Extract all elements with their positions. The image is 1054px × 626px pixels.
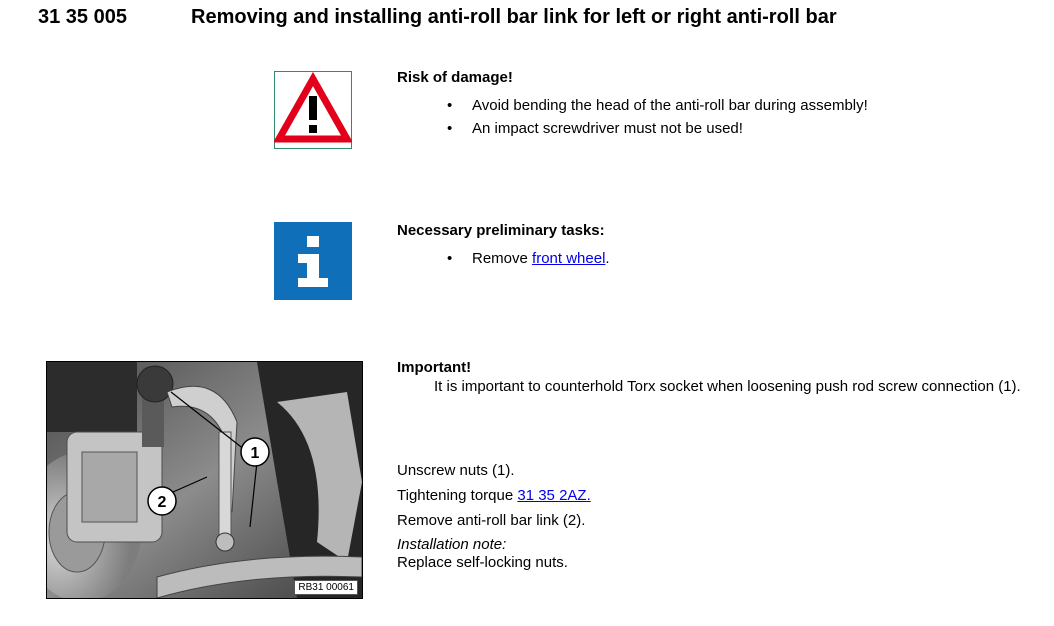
important-heading: Important! <box>397 359 472 376</box>
list-item <box>472 247 610 270</box>
page-title: Removing and installing anti-roll bar link for left or right anti-roll bar <box>191 6 837 28</box>
torque-prefix: Tightening torque <box>397 487 518 504</box>
installation-note-label: Installation note: <box>397 536 507 553</box>
preliminary-heading: Necessary preliminary tasks: <box>397 222 605 239</box>
item-suffix: . <box>605 250 610 267</box>
warning-icon <box>274 71 352 149</box>
warning-heading: Risk of damage! <box>397 69 513 86</box>
important-block <box>397 358 1034 396</box>
step-remove: Remove anti-roll bar link (2). <box>397 512 586 529</box>
doc-number: 31 35 005 <box>38 6 127 28</box>
list-item: • An impact screwdriver must not be used! <box>472 117 868 140</box>
preliminary-list <box>397 247 610 270</box>
procedure-figure <box>46 361 363 599</box>
preliminary-block <box>397 221 610 270</box>
callout-1: 1 <box>250 445 260 462</box>
callout-2: 2 <box>157 494 167 511</box>
item-prefix: Remove <box>472 250 533 267</box>
front-wheel-link[interactable]: front wheel <box>532 250 606 267</box>
figure-label: RB31 00061 <box>294 580 358 595</box>
warning-block <box>397 68 868 140</box>
step-unscrew: Unscrew nuts (1). <box>397 462 515 479</box>
info-icon <box>274 222 352 300</box>
steps-block <box>397 458 591 572</box>
list-item: • Avoid bending the head of the anti-roll bar during assembly! <box>472 94 868 117</box>
installation-note-text: Replace self-locking nuts. <box>397 554 568 571</box>
important-text: It is important to counterhold Torx socket when loosening push rod screw connection (1). <box>434 378 1021 395</box>
step-torque <box>397 483 591 508</box>
torque-link[interactable]: 31 35 2AZ. <box>517 487 591 504</box>
warning-list <box>397 94 868 140</box>
